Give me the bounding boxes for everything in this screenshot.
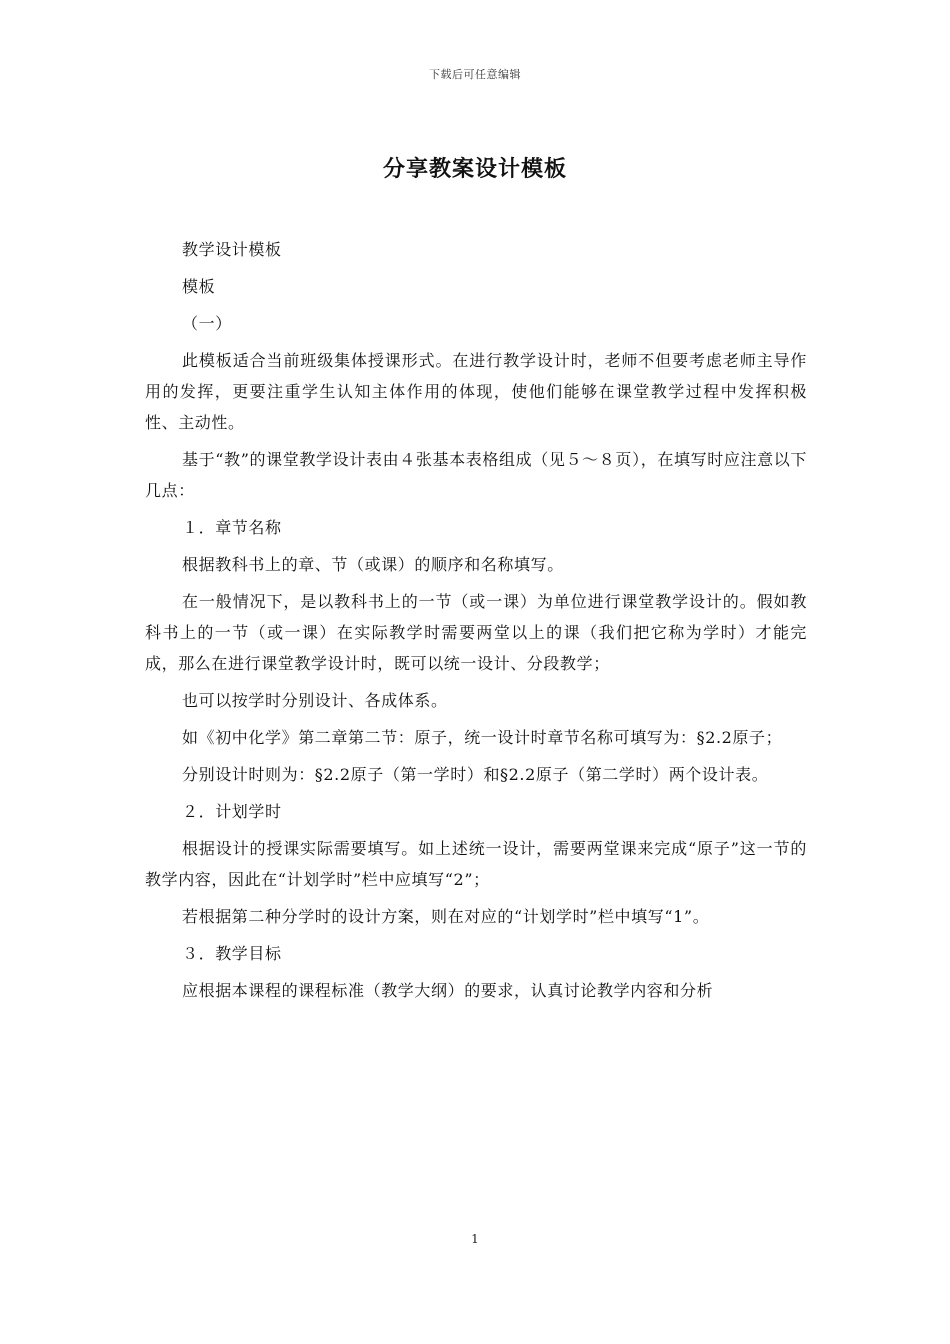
paragraph: 应根据本课程的课程标准（教学大纲）的要求，认真讨论教学内容和分析 [182,981,714,1000]
paragraph: 此模板适合当前班级集体授课形式。在进行教学设计时，老师不但要考虑老师主导作用的发挥，更要注重学生认知主体作用的体现，使他们能够在课堂教学过程中发挥积极性、主动性。 [145,351,807,432]
paragraph: 基于“教”的课堂教学设计表由４张基本表格组成（见５～８页），在填写时应注意以下几点： [145,450,807,500]
paragraph: 在一般情况下，是以教科书上的一节（或一课）为单位进行课堂教学设计的。假如教科书上的一节（或一课）在实际教学时需要两堂以上的课（我们把它称为学时）才能完成，那么在进行课堂教学设计时，既可以统一设计、分段教学； [145,592,807,673]
paragraph: 教学设计模板 [182,240,282,259]
paragraph: 根据设计的授课实际需要填写。如上述统一设计，需要两堂课来完成“原子”这一节的教学内容，因此在“计划学时”栏中应填写“2”； [145,839,807,889]
document-title: 分享教案设计模板 [382,156,567,182]
section-heading: ３．教学目标 [182,944,282,963]
paragraph: 根据教科书上的章、节（或课）的顺序和名称填写。 [182,555,564,574]
paragraph: 模板 [182,277,216,296]
paragraph: 也可以按学时分别设计、各成体系。 [182,691,448,710]
page-number: 1 [471,1232,479,1246]
section-heading: ２．计划学时 [182,802,282,821]
paragraph: 若根据第二种分学时的设计方案，则在对应的“计划学时”栏中填写“1”。 [182,907,710,926]
paragraph: 如《初中化学》第二章第二节：原子，统一设计时章节名称可填写为：§2.2原子； [182,728,783,747]
header-note: 下载后可任意编辑 [429,68,521,81]
paragraph: 分别设计时则为：§2.2原子（第一学时）和§2.2原子（第二学时）两个设计表。 [182,765,769,784]
section-heading: １．章节名称 [182,518,282,537]
paragraph: （一） [182,314,232,333]
document-body [145,234,807,1012]
